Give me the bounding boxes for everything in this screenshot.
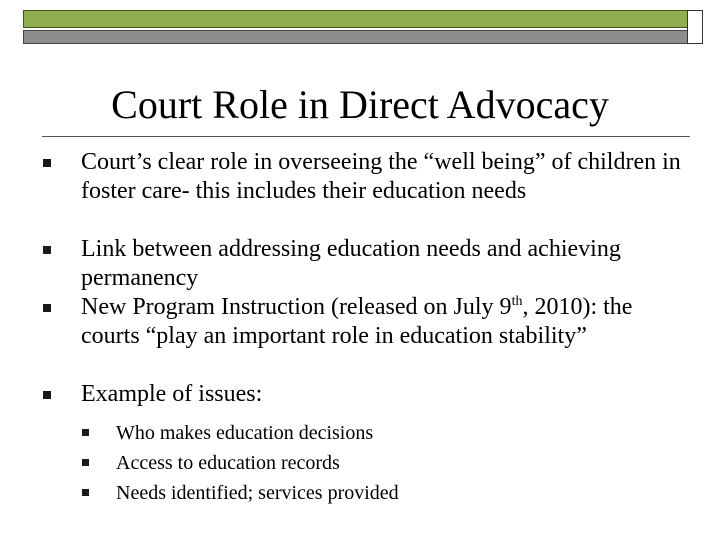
top-green-bar [23, 10, 703, 28]
title-divider [42, 136, 690, 137]
square-bullet-icon [82, 429, 89, 436]
square-bullet-icon [43, 159, 51, 167]
bullet-text: Example of issues: [81, 381, 263, 407]
square-bullet-icon [43, 391, 51, 399]
slide-title: Court Role in Direct Advocacy [111, 82, 609, 127]
bullet-text: Court’s clear role in overseeing the “well being” of children in foster care- this includes their education needs [81, 149, 681, 204]
sub-bullet-text: Needs identified; services provided [116, 482, 399, 504]
bullet-text: Link between addressing education needs and achieving permanency [81, 236, 621, 291]
square-bullet-icon [82, 489, 89, 496]
top-grey-bar [23, 30, 703, 44]
sub-bullet-item [0, 478, 720, 508]
sub-bullet-item [0, 418, 720, 448]
bullet-item [0, 293, 686, 380]
sub-bullet-item [0, 448, 720, 478]
sub-bullet-text: Access to education records [116, 452, 340, 474]
bullet-item [0, 380, 686, 409]
corner-box [687, 10, 703, 44]
bullet-text [81, 294, 632, 349]
bullet-text-part: , 2010): the courts “play an important role in education stability” [81, 294, 633, 349]
bullet-item [0, 235, 686, 293]
ordinal-suffix: th [511, 294, 523, 309]
sub-bullet-text: Who makes education decisions [116, 422, 374, 444]
bullet-text-part: New Program Instruction (released on July 9 [81, 294, 512, 320]
slide-body [0, 148, 720, 508]
square-bullet-icon [43, 246, 51, 254]
bullet-item [0, 148, 686, 235]
square-bullet-icon [82, 459, 89, 466]
square-bullet-icon [43, 304, 51, 312]
